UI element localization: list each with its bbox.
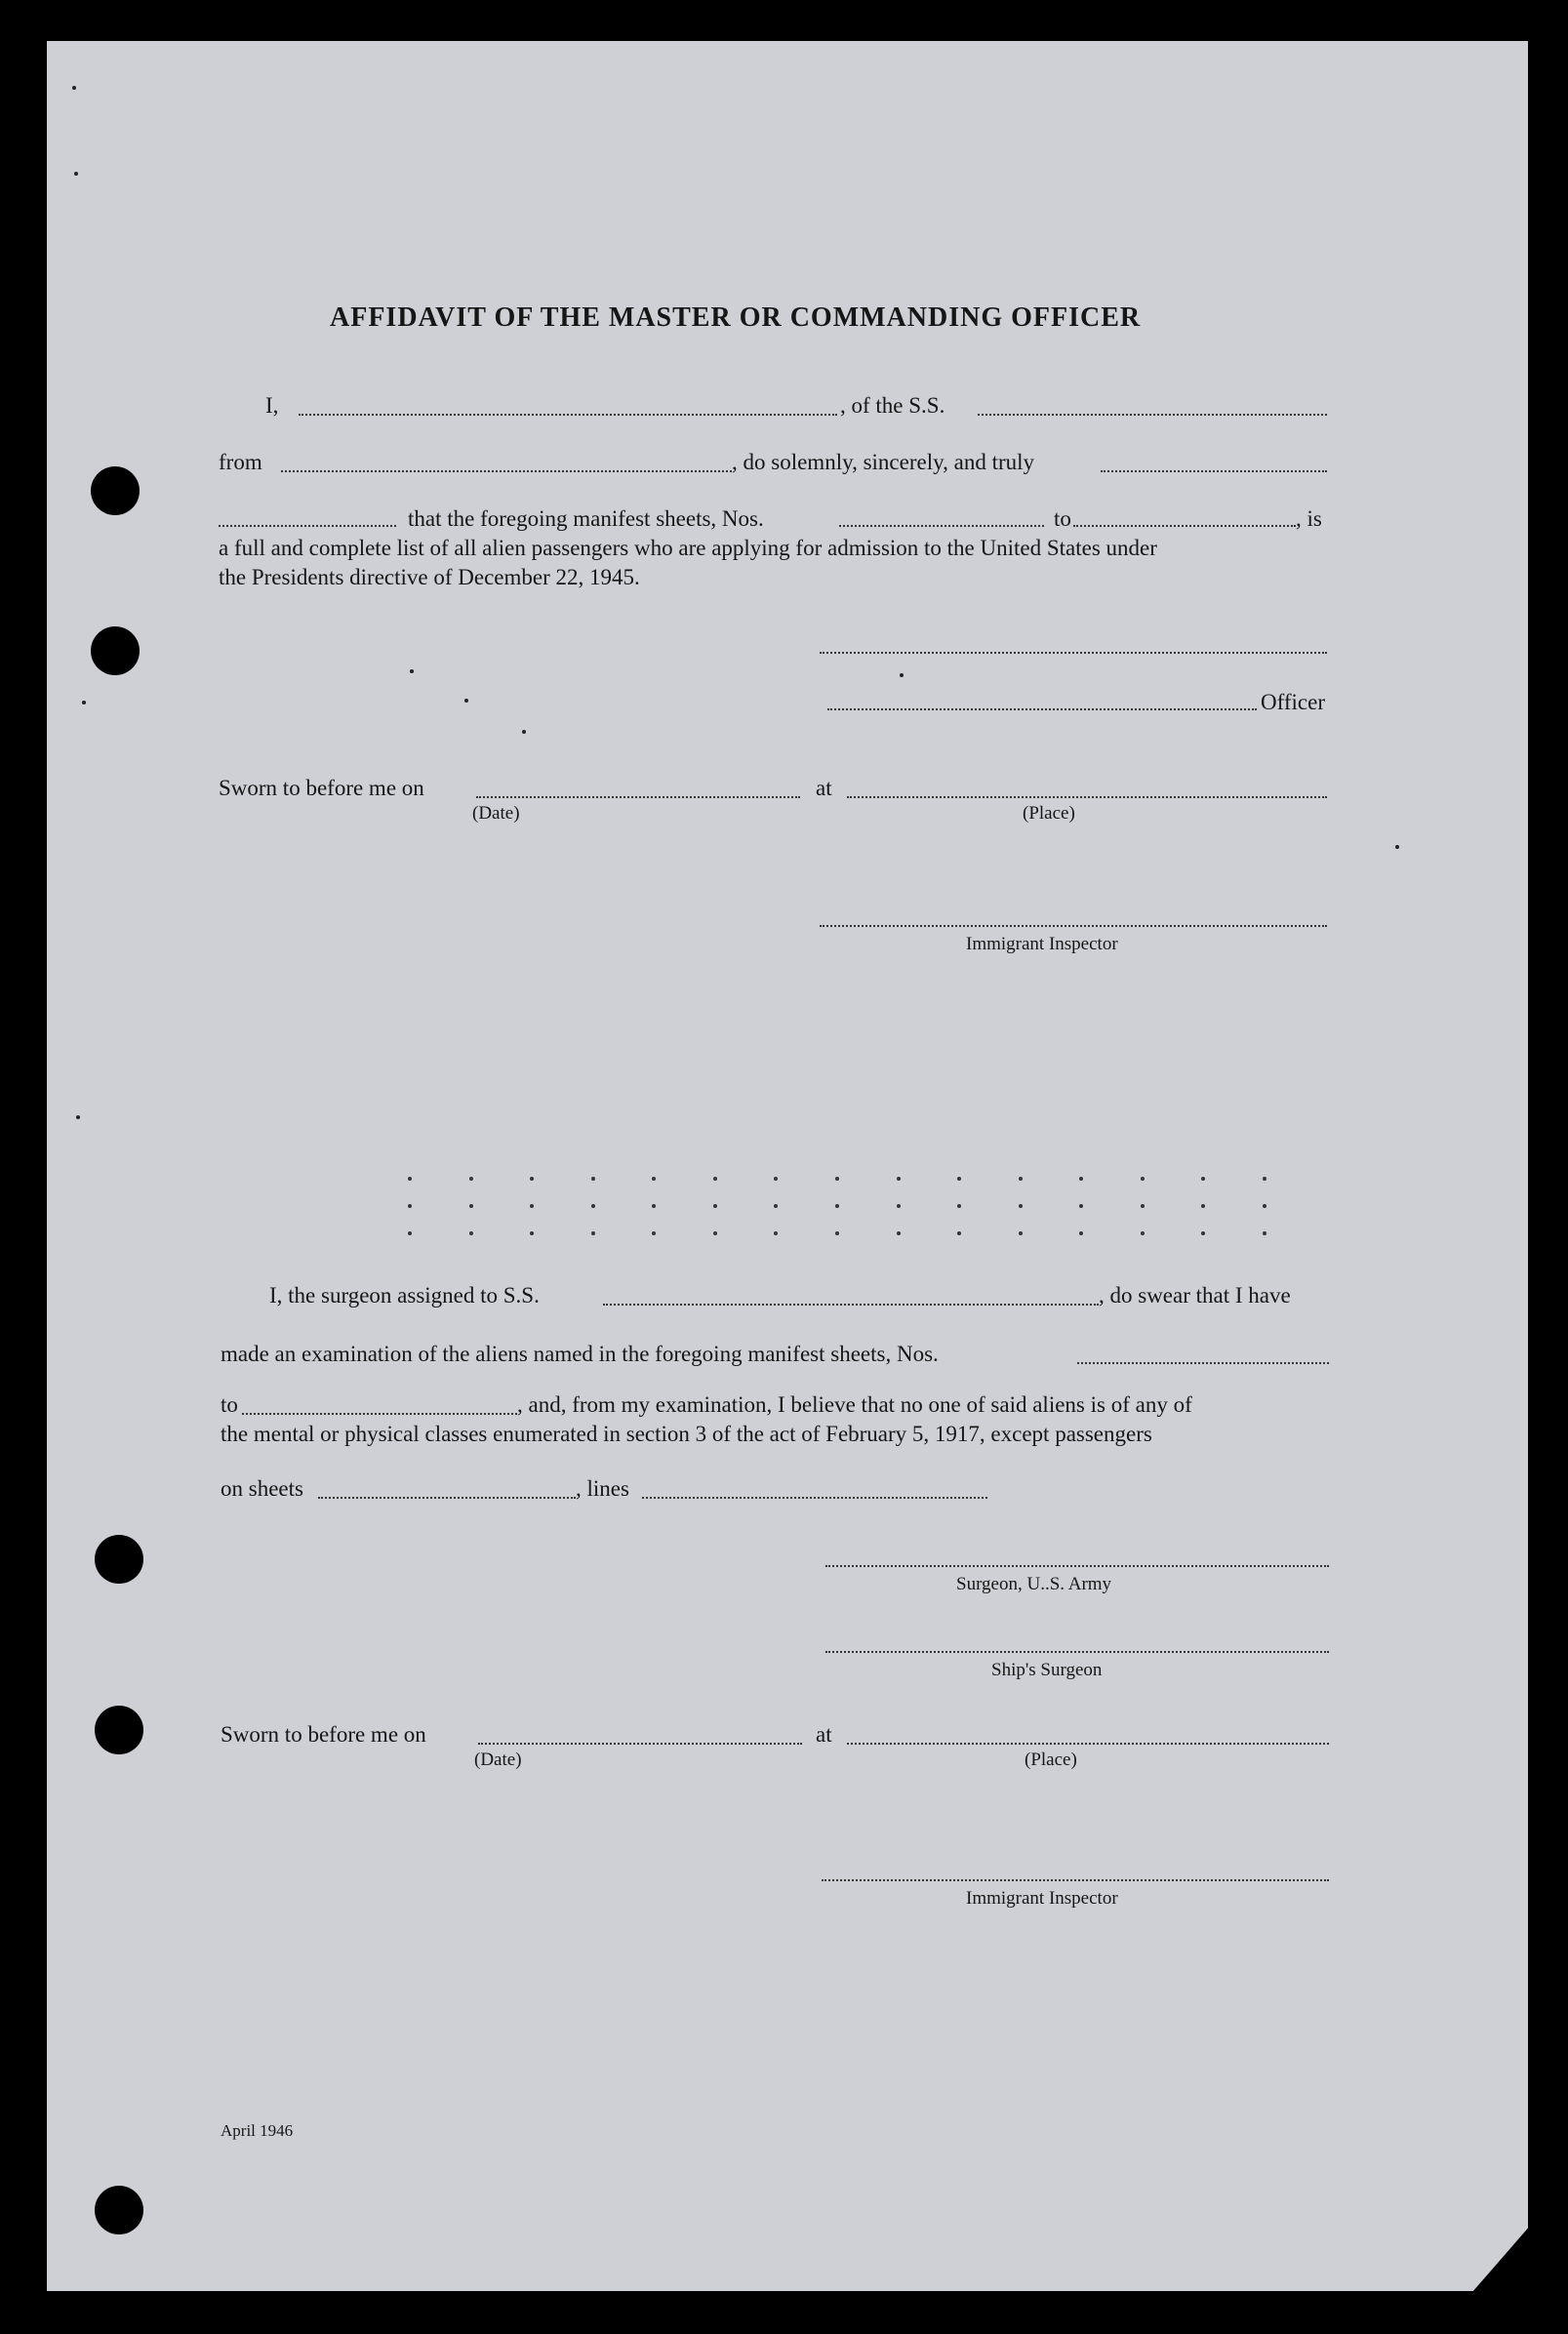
is-label: , is	[1296, 506, 1322, 531]
speck	[76, 1115, 80, 1119]
speck	[900, 673, 904, 677]
speck	[410, 669, 414, 673]
surgeon-sworn-place-field[interactable]	[847, 1743, 1329, 1745]
sworn-label: Sworn to before me on	[219, 776, 424, 800]
punch-hole	[95, 1535, 143, 1584]
on-sheets-field[interactable]	[318, 1497, 576, 1499]
from-label: from	[219, 450, 262, 474]
foregoing-label: that the foregoing manifest sheets, Nos.	[408, 506, 764, 531]
surgeon-sworn-date-field[interactable]	[478, 1743, 802, 1745]
surgeon-assigned-label: I, the surgeon assigned to S.S.	[269, 1283, 540, 1308]
from-port-field[interactable]	[281, 470, 732, 472]
sheet-to-field[interactable]	[1073, 525, 1296, 527]
surgeon-classes-line: the mental or physical classes enumerated in section 3 of the act of February 5, 1917, except passengers	[221, 1422, 1152, 1446]
surgeon-inspector-caption: Immigrant Inspector	[966, 1888, 1118, 1909]
army-surgeon-signature-line[interactable]	[825, 1565, 1329, 1567]
speck	[464, 699, 468, 703]
solemnly-label: , do solemnly, sincerely, and truly	[732, 450, 1035, 474]
speck	[1395, 845, 1399, 849]
surgeon-date-caption: (Date)	[474, 1750, 522, 1770]
surgeon-to-label: to	[221, 1392, 238, 1417]
ships-surgeon-signature-line[interactable]	[825, 1651, 1329, 1653]
to-label: to	[1054, 506, 1071, 531]
master-statement-line: a full and complete list of all alien passengers who are applying for admission to the United States under	[219, 536, 1157, 560]
surgeon-place-caption: (Place)	[1025, 1750, 1077, 1770]
surgeon-sheets-field[interactable]	[1077, 1362, 1329, 1364]
surgeon-ship-field[interactable]	[603, 1304, 1099, 1306]
at-label: at	[816, 776, 832, 800]
master-i-label: I,	[265, 393, 279, 418]
oath-field[interactable]	[1101, 470, 1327, 472]
lines-label: , lines	[576, 1476, 629, 1501]
form-date: April 1946	[221, 2121, 294, 2140]
sworn-place-field[interactable]	[847, 796, 1327, 798]
date-caption: (Date)	[472, 803, 520, 824]
punch-hole	[91, 466, 140, 515]
army-surgeon-caption: Surgeon, U..S. Army	[956, 1574, 1112, 1594]
on-sheets-label: on sheets	[221, 1476, 303, 1501]
surgeon-sworn-label: Sworn to before me on	[221, 1722, 426, 1747]
ship-name-field[interactable]	[978, 414, 1327, 416]
lines-field[interactable]	[642, 1497, 987, 1499]
speck	[82, 701, 86, 704]
signature-line[interactable]	[820, 652, 1327, 654]
punch-hole	[91, 626, 140, 675]
punch-hole	[95, 1706, 143, 1754]
speck	[522, 730, 526, 734]
sworn-date-field[interactable]	[476, 796, 800, 798]
of-ss-label: , of the S.S.	[840, 393, 945, 418]
master-statement-line: the Presidents directive of December 22, 1945.	[219, 565, 640, 589]
oath-continuation-field[interactable]	[219, 525, 396, 527]
officer-signature-line[interactable]	[827, 708, 1257, 710]
form-title: AFFIDAVIT OF THE MASTER OR COMMANDING OFFICER	[330, 302, 1142, 333]
surgeon-swear-label: , do swear that I have	[1099, 1283, 1291, 1308]
form-page	[47, 41, 1528, 2291]
place-caption: (Place)	[1023, 803, 1075, 824]
surgeon-exam-continuation: , and, from my examination, I believe that no one of said aliens is of any of	[517, 1392, 1192, 1417]
speck	[72, 86, 76, 90]
surgeon-at-label: at	[816, 1722, 832, 1747]
surgeon-inspector-signature-line[interactable]	[822, 1879, 1329, 1881]
ships-surgeon-caption: Ship's Surgeon	[991, 1660, 1103, 1680]
sheet-from-field[interactable]	[839, 525, 1044, 527]
punch-hole	[95, 2186, 143, 2234]
speck	[74, 172, 78, 176]
officer-label: Officer	[1261, 690, 1325, 714]
surgeon-exam-line: made an examination of the aliens named in the foregoing manifest sheets, Nos.	[221, 1342, 939, 1366]
dot-grid	[408, 1177, 1266, 1255]
master-name-field[interactable]	[299, 414, 837, 416]
inspector-signature-line[interactable]	[820, 925, 1327, 927]
surgeon-sheets-to-field[interactable]	[242, 1413, 517, 1415]
inspector-caption: Immigrant Inspector	[966, 934, 1118, 954]
